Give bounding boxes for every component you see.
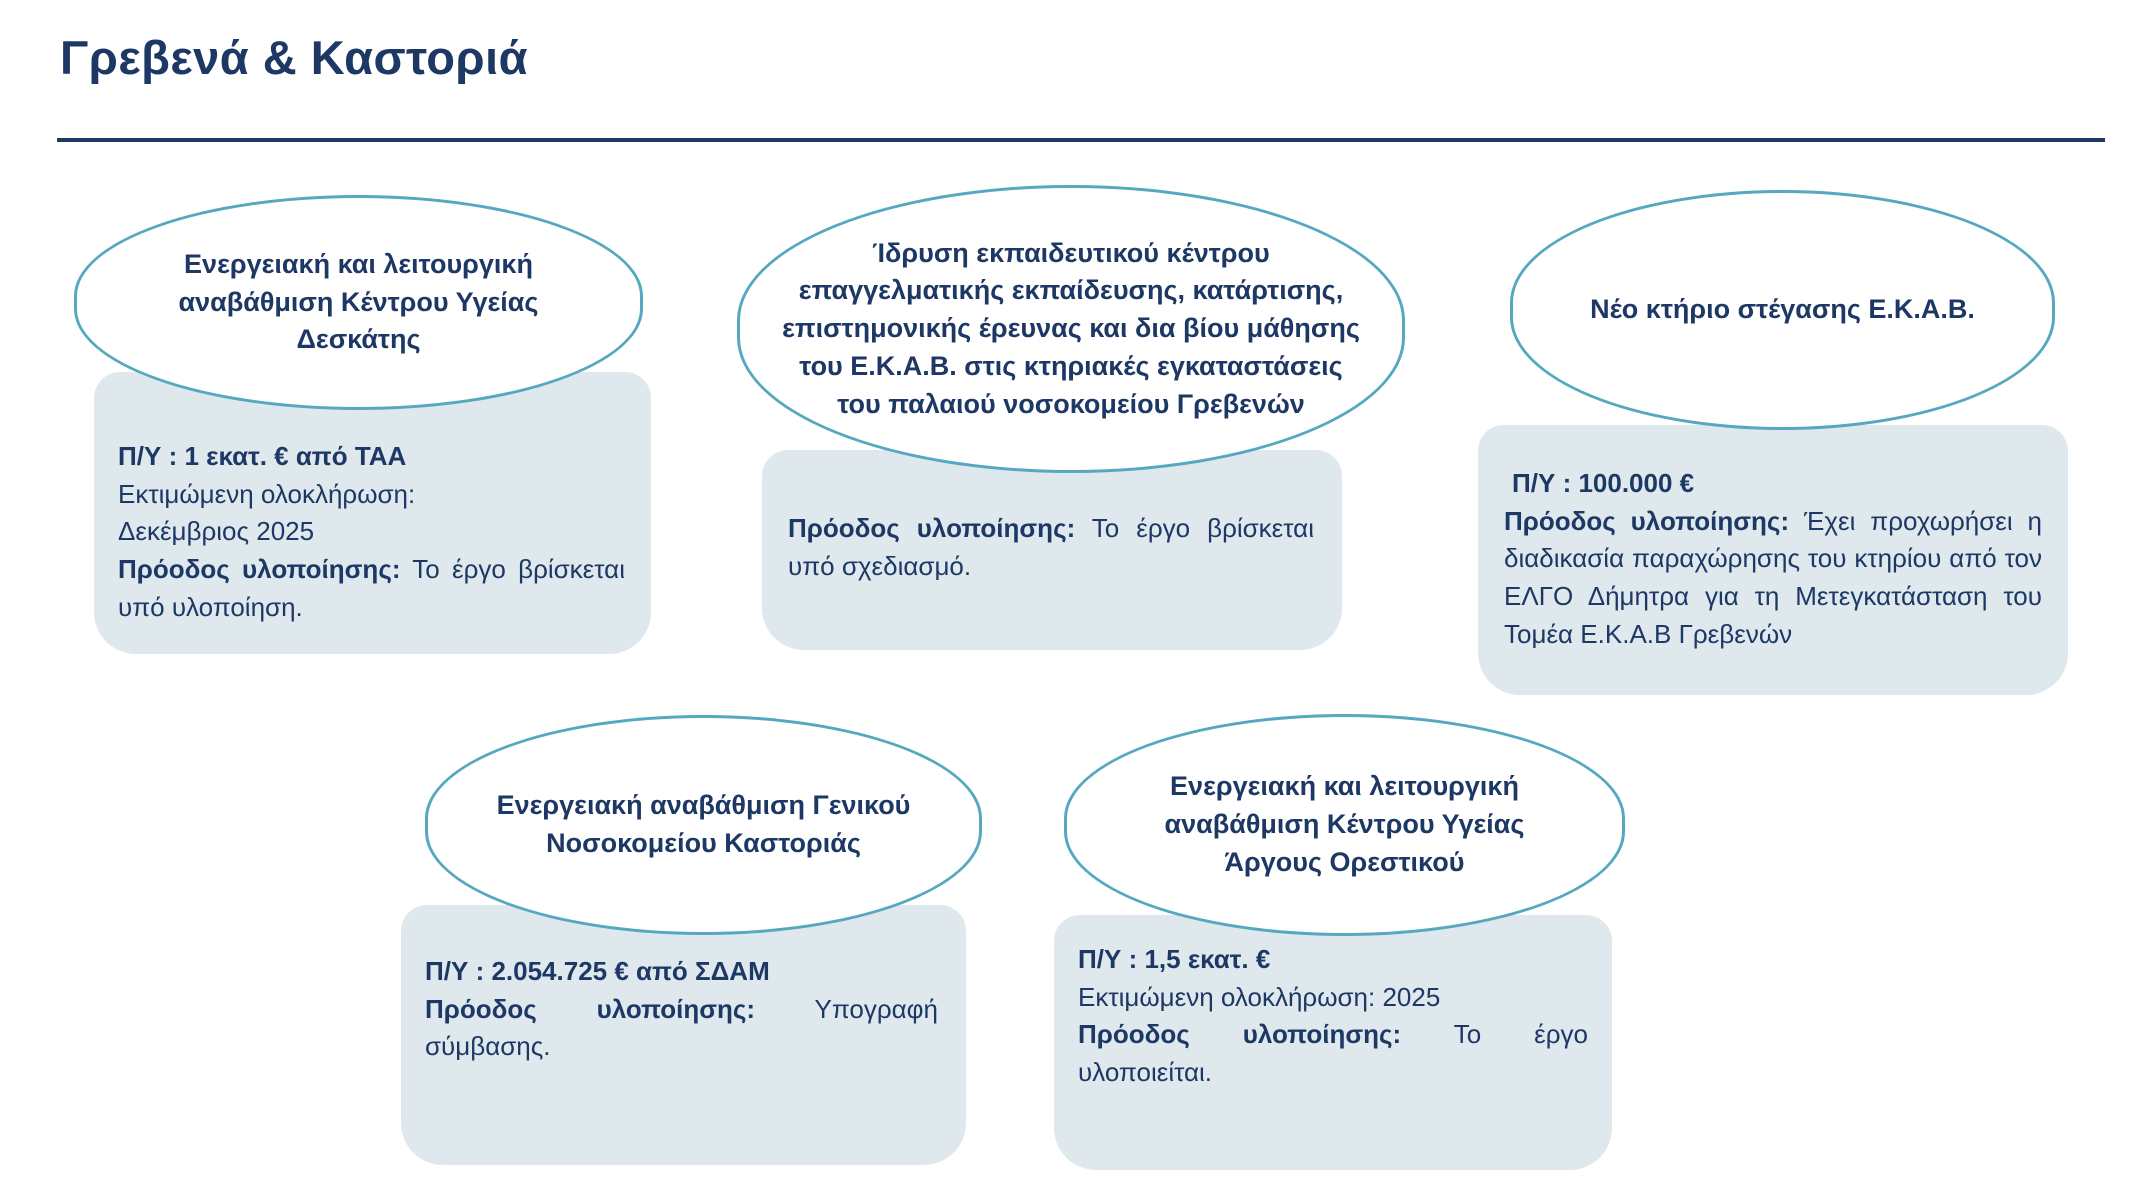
progress-text: Το έργο βρίσκεται υπό υλοποίηση. xyxy=(118,554,625,622)
project-card-ekav-training-center xyxy=(737,185,1405,650)
project-card-ekav-building xyxy=(1504,190,2055,695)
project-details-panel xyxy=(762,450,1342,650)
project-title: Ίδρυση εκπαιδευτικού κέντρου επαγγελματικής εκπαίδευσης, κατάρτισης, επιστημονικής έρευνας και δια βίου μάθησης του Ε.Κ.Α.Β. στις κτηριακές εγκαταστάσεις του παλαιού νοσοκομείου Γρεβενών xyxy=(782,237,1360,419)
project-details-panel xyxy=(1054,915,1612,1170)
project-card-deskati xyxy=(74,195,643,654)
project-budget: Π/Υ : 1,5 εκατ. € xyxy=(1078,944,1271,974)
project-title-bubble xyxy=(737,185,1405,473)
project-budget: Π/Υ : 2.054.725 € από ΣΔΑΜ xyxy=(425,956,770,986)
progress-text: Έχει προχωρήσει η διαδικασία παραχώρησης του κτηρίου από τον ΕΛΓΟ Δήμητρα για τη Μετεγκατάσταση του Τομέα Ε.Κ.Α.Β Γρεβενών xyxy=(1504,505,2043,649)
project-budget: Π/Υ : 100.000 € xyxy=(1512,468,1695,498)
project-progress xyxy=(788,510,1314,585)
project-title-bubble xyxy=(74,195,643,410)
completion-label: Εκτιμώμενη ολοκλήρωση: xyxy=(118,478,416,509)
project-title-bubble xyxy=(425,715,982,935)
project-card-argos-orestiko xyxy=(1064,714,1625,1170)
progress-label: Πρόοδος υλοποίησης: xyxy=(1504,505,1790,536)
progress-label: Πρόοδος υλοποίησης: xyxy=(425,993,756,1024)
project-details-panel xyxy=(401,905,966,1165)
project-title-bubble xyxy=(1510,190,2055,430)
project-title: Ενεργειακή και λειτουργική αναβάθμιση Κέντρου Υγείας Δεσκάτης xyxy=(178,248,539,355)
progress-text: Το έργο υλοποιείται. xyxy=(1078,1019,1588,1088)
project-title: Ενεργειακή αναβάθμιση Γενικού Νοσοκομείου Καστοριάς xyxy=(496,790,911,858)
progress-label: Πρόοδος υλοποίησης: xyxy=(118,554,401,585)
project-progress xyxy=(1504,503,2042,654)
project-budget: Π/Υ : 1 εκατ. € από ΤΑΑ xyxy=(118,441,407,471)
project-details-panel xyxy=(94,372,651,654)
progress-text: Το έργο βρίσκεται υπό σχεδιασμό. xyxy=(788,513,1314,581)
project-title: Ενεργειακή και λειτουργική αναβάθμιση Κέντρου Υγείας Άργους Ορεστικού xyxy=(1164,771,1525,877)
completion-label: Εκτιμώμενη ολοκλήρωση: 2025 xyxy=(1078,981,1441,1012)
completion-value: Δεκέμβριος 2025 xyxy=(118,516,315,547)
progress-text: Υπογραφή σύμβασης. xyxy=(425,993,938,1062)
page-title: Γρεβενά & Καστοριά xyxy=(60,31,529,84)
progress-label: Πρόοδος υλοποίησης: xyxy=(788,513,1076,543)
project-progress xyxy=(1078,1016,1588,1091)
project-progress xyxy=(118,551,625,626)
project-progress xyxy=(425,991,938,1066)
title-divider xyxy=(57,138,2105,142)
project-details-panel xyxy=(1478,425,2068,695)
project-card-kastoria-hospital xyxy=(425,715,982,1165)
project-title: Νέο κτήριο στέγασης Ε.Κ.Α.Β. xyxy=(1590,294,1975,325)
progress-label: Πρόοδος υλοποίησης: xyxy=(1078,1019,1402,1050)
project-title-bubble xyxy=(1064,714,1625,936)
